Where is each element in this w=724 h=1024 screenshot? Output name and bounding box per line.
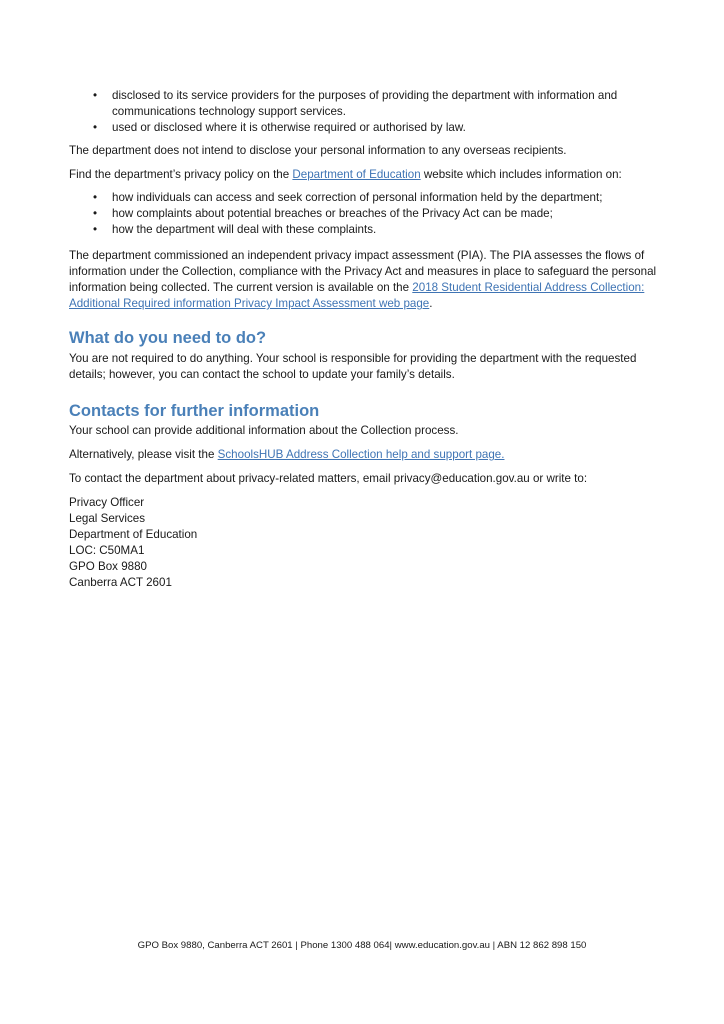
list-item [69,88,673,120]
list-item [69,222,673,238]
list-item-text: used or disclosed where it is otherwise required or authorised by law. [112,121,466,134]
bullet-icon: • [93,191,98,204]
list-item-text: how individuals can access and seek correction of personal information held by the department; [112,191,603,204]
contacts-paragraph-2 [69,447,673,463]
pia-text-after: . [429,297,433,310]
bullet-icon: • [93,207,98,220]
disclosure-list [69,88,673,136]
bullet-icon: • [93,121,98,134]
privacy-policy-text-before: Find the department’s privacy policy on the [69,168,293,181]
list-item [69,206,673,222]
department-of-education-link[interactable]: Department of Education [292,168,421,181]
privacy-policy-list [69,190,673,238]
page-footer: GPO Box 9880, Canberra ACT 2601 | Phone 1300 488 064| www.education.gov.au | ABN 12 862 898 150 [137,940,587,951]
contacts-paragraph-3: To contact the department about privacy-related matters, email privacy@education.gov.au or write to: [69,472,588,485]
address-line: Privacy Officer [69,496,145,509]
pia-paragraph [69,248,673,312]
pia-text-before: The department commissioned an independent privacy impact assessment (PIA). The PIA assesses the flows of information under the Collection, compliance with the Privacy Act and measures in place to safeguard the personal information being collected. The current version is available on the [69,249,657,294]
address-line: LOC: C50MA1 [69,544,145,557]
postal-address [69,495,673,591]
list-item-text: how complaints about potential breaches or breaches of the Privacy Act can be made; [112,207,553,220]
contacts-text-before: Alternatively, please visit the [69,448,218,461]
address-line: Canberra ACT 2601 [69,576,172,589]
privacy-policy-paragraph [69,167,673,183]
overseas-paragraph: The department does not intend to disclose your personal information to any overseas recipients. [69,144,567,157]
privacy-policy-text-after: website which includes information on: [420,168,622,181]
bullet-icon: • [93,89,98,102]
pia-web-page-link[interactable]: 2018 Student Residential Address Collection: Additional Required information Privacy Impact Assessment web page [69,281,645,310]
address-line: GPO Box 9880 [69,560,147,573]
schoolshub-support-link[interactable]: SchoolsHUB Address Collection help and support page. [217,448,505,461]
list-item-text: disclosed to its service providers for the purposes of providing the department with information and communications technology support services. [112,89,618,118]
document-body [69,88,673,591]
address-line: Legal Services [69,512,146,525]
heading-what-to-do: What do you need to do? [69,329,267,347]
heading-contacts: Contacts for further information [69,402,320,420]
address-line: Department of Education [69,528,198,541]
bullet-icon: • [93,223,98,236]
list-item [69,190,673,206]
list-item [69,120,673,136]
list-item-text: how the department will deal with these complaints. [112,223,377,236]
contacts-paragraph-1: Your school can provide additional information about the Collection process. [69,424,459,437]
what-to-do-paragraph: You are not required to do anything. Your school is responsible for providing the department with the requested details; however, you can contact the school to update your family’s details. [69,352,637,381]
